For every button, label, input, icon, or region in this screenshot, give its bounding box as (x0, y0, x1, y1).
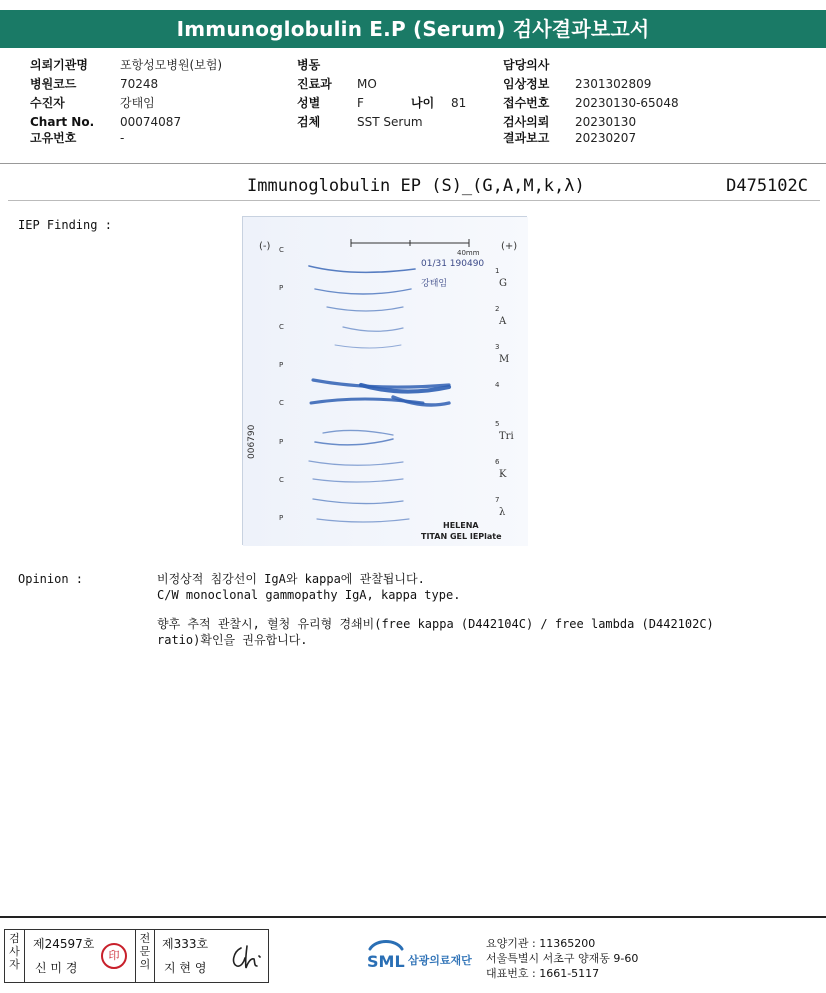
specialist-license: 제333호 (162, 937, 209, 951)
footer-divider (0, 916, 826, 918)
examiner-heading-text: 검사자 (9, 932, 20, 971)
value-department: MO (357, 77, 377, 91)
gel-name-text: 강태임 (421, 279, 448, 289)
label-physician: 담당의사 (503, 58, 550, 72)
sml-logo-arc (370, 942, 402, 950)
gel-well-label-3: M (499, 354, 510, 365)
gel-lane-label-4: P (279, 361, 284, 369)
gel-well-number-5: 5 (495, 420, 500, 428)
iep-gel-image (242, 216, 527, 545)
opinion-line-1: 비정상적 침강선이 IgA와 kappa에 관찰됩니다. (157, 572, 425, 586)
label-receipt-no: 접수번호 (503, 96, 550, 110)
value-unique-no: - (120, 131, 125, 145)
label-department: 진료과 (297, 77, 332, 91)
test-name: Immunoglobulin EP (S)_(G,A,M,k,λ) (247, 176, 585, 196)
gel-well-number-2: 2 (495, 305, 500, 313)
label-ward: 병동 (297, 58, 321, 72)
label-chart-no: Chart No. (30, 115, 95, 129)
examiner-license: 제24597호 (33, 937, 95, 951)
value-hospital-code: 70248 (120, 77, 159, 91)
examiner-heading (5, 930, 25, 982)
sml-logo (366, 937, 484, 977)
label-specimen: 검체 (297, 115, 321, 129)
test-code: D475102C (726, 176, 808, 196)
gel-well-number-6: 6 (495, 458, 500, 466)
signature-box (4, 929, 269, 983)
label-age: 나이 (411, 96, 435, 110)
examiner-name: 신 미 경 (35, 961, 78, 975)
gel-well-label-2: A (499, 316, 507, 327)
opinion-line-2: C/W monoclonal gammopathy IgA, kappa type. (157, 588, 461, 602)
label-sex: 성별 (297, 96, 321, 110)
sml-logo-korean: 삼광의료재단 (408, 954, 472, 967)
specialist-heading (135, 930, 155, 982)
gel-background (243, 217, 528, 546)
gel-lane-label-1: C (279, 246, 284, 254)
gel-svg (243, 217, 528, 546)
report-title-ko: 검사결과보고서 (512, 17, 650, 41)
value-age: 81 (451, 96, 467, 110)
info-col-1 (30, 57, 222, 146)
value-patient: 강태임 (120, 96, 155, 110)
value-request-date: 20230130 (575, 115, 637, 129)
examiner-seal (101, 943, 127, 969)
gel-side-number: 006790 (247, 424, 257, 459)
gel-scale-label: 40mm (457, 249, 480, 257)
value-receipt-no: 20230130-65048 (575, 96, 679, 110)
label-report-date: 결과보고 (503, 131, 550, 145)
opinion-label: Opinion : (18, 572, 84, 586)
gel-lane-label-5: C (279, 399, 284, 407)
org-phone: 대표번호 : 1661-5117 (486, 967, 600, 980)
gel-lane-label-8: P (279, 514, 284, 522)
gel-well-label-5: Tri (499, 431, 514, 442)
gel-minus-label: (-) (259, 241, 271, 252)
gel-well-label-7: λ (499, 507, 506, 518)
value-report-date: 20230207 (575, 131, 637, 145)
gel-lane-label-7: C (279, 476, 284, 484)
org-info (486, 936, 638, 981)
test-divider (8, 200, 820, 201)
label-requesting-org: 의뢰기관명 (30, 58, 88, 72)
sml-logo-text: SML (367, 952, 405, 971)
gel-well-number-1: 1 (495, 267, 500, 275)
value-clinical-info: 2301302809 (575, 77, 652, 91)
gel-lane-label-2: P (279, 284, 284, 292)
label-unique-no: 고유번호 (30, 131, 77, 145)
gel-lane-label-3: C (279, 323, 284, 331)
report-title-bar (0, 10, 826, 48)
label-request-date: 검사의뢰 (503, 115, 550, 129)
value-sex: F (357, 96, 364, 110)
value-specimen: SST Serum (357, 115, 423, 129)
label-hospital-code: 병원코드 (30, 77, 77, 91)
org-address: 서울특별시 서초구 양재동 9-60 (486, 952, 639, 965)
value-chart-no: 00074087 (120, 115, 182, 129)
label-clinical-info: 임상정보 (503, 77, 550, 91)
gel-well-label-1: G (499, 278, 507, 289)
gel-brand-1: HELENA (443, 521, 479, 530)
gel-plus-label: (+) (501, 241, 518, 252)
specialist-signature (227, 942, 263, 972)
iep-finding-label: IEP Finding : (18, 218, 112, 232)
test-line (0, 176, 826, 196)
gel-well-number-7: 7 (495, 496, 500, 504)
info-col-3 (503, 57, 679, 146)
label-patient: 수진자 (30, 96, 65, 110)
examiner-seal-text: 印 (108, 949, 120, 962)
gel-brand-2: TITAN GEL IEPlate (421, 532, 502, 541)
specialist-heading-text: 전문의 (139, 932, 151, 971)
specialist-name: 지 현 영 (164, 961, 207, 975)
gel-well-label-6: K (499, 469, 507, 480)
org-code: 요양기관 : 11365200 (486, 937, 596, 950)
gel-date-text: 01/31 190490 (421, 259, 485, 269)
gel-well-number-4: 4 (495, 381, 500, 389)
opinion-line-3: 향후 추적 관찰시, 혈청 유리형 경쇄비(free kappa (D442104C) / free lambda (D442102C) (157, 617, 714, 631)
value-requesting-org: 포항성모병원(보험) (120, 58, 223, 72)
gel-well-number-3: 3 (495, 343, 500, 351)
gel-lane-label-6: P (279, 438, 284, 446)
info-col-2 (297, 57, 466, 130)
header-divider (0, 163, 826, 164)
opinion-line-4: ratio)확인을 권유합니다. (157, 633, 308, 647)
report-title-en: Immunoglobulin E.P (Serum) (176, 17, 506, 41)
